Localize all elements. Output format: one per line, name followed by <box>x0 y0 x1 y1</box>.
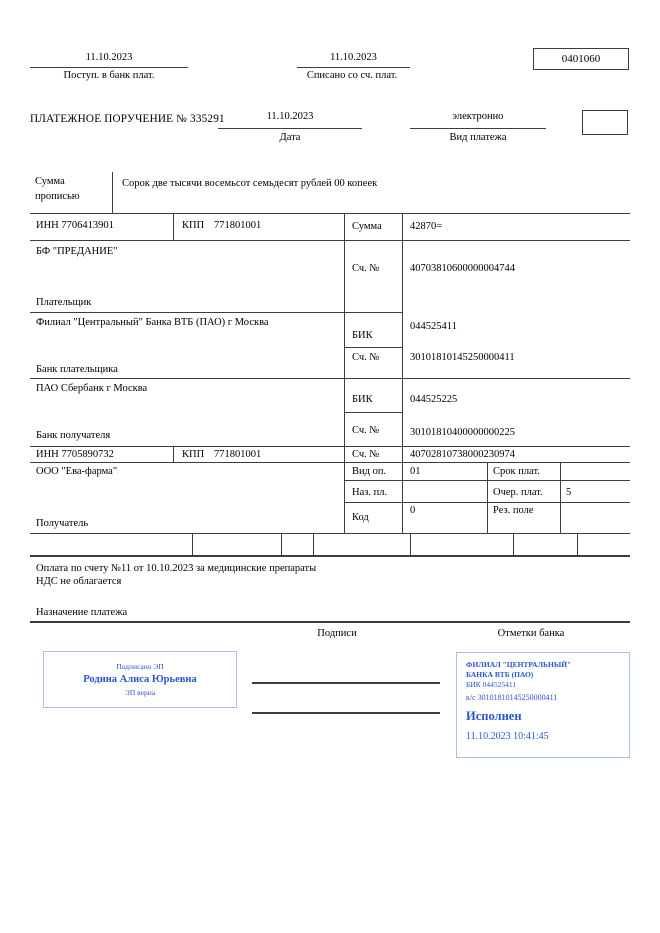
beneficiary-kpp: 771801001 <box>214 449 262 460</box>
table-border-line <box>192 533 193 555</box>
table-border-line <box>313 533 314 555</box>
beneficiary-bank-account: 30101810400000000225 <box>410 427 515 438</box>
received-in-bank-date: 11.10.2023 <box>30 52 188 68</box>
sum-label: Сумма <box>352 221 382 232</box>
payment-kind-label: Вид платежа <box>449 132 507 143</box>
payer-inn: ИНН 7706413901 <box>36 220 114 231</box>
table-border-line <box>30 462 630 463</box>
debited-from-account-date: 11.10.2023 <box>297 52 410 68</box>
ocher-plat-value: 5 <box>566 487 572 498</box>
bank-stamp-timestamp: 11.10.2023 10:41:45 <box>466 731 549 743</box>
bank-stamp-bank-name: ФИЛИАЛ "ЦЕНТРАЛЬНЫЙ" БАНКА ВТБ (ПАО) <box>466 660 572 680</box>
naz-pl-label: Наз. пл. <box>352 487 388 498</box>
table-border-line <box>345 412 403 413</box>
payment-kind-value: электронно <box>410 111 546 129</box>
table-border-line <box>30 378 630 379</box>
signature-stamp-name: Родина Алиса Юрьевна <box>83 674 197 685</box>
table-border-line <box>30 533 630 534</box>
payer-kpp: 771801001 <box>214 220 262 231</box>
beneficiary-name: ООО "Ева-фарма" <box>36 466 118 477</box>
table-border-line <box>30 240 630 241</box>
signatures-label: Подписи <box>317 628 357 639</box>
signature-stamp-line1: Подписано ЭП <box>116 662 164 671</box>
vid-op-value: 01 <box>410 466 421 477</box>
bank-stamp <box>456 652 630 758</box>
payer-account: 40703810600000004744 <box>410 263 515 274</box>
debited-from-account-label: Списано со сч. плат. <box>306 70 398 81</box>
payer-bank-bik-label: БИК <box>352 330 373 341</box>
table-border-line <box>513 533 514 555</box>
purpose-text-line1: Оплата по счету №11 от 10.10.2023 за медицинские препараты <box>36 563 317 574</box>
table-border-line <box>487 462 488 533</box>
table-border-line <box>345 347 403 348</box>
document-title: ПЛАТЕЖНОЕ ПОРУЧЕНИЕ № 335291 <box>30 113 225 125</box>
table-border-line <box>281 533 282 555</box>
table-border-line <box>410 533 411 555</box>
payer-kpp-label: КПП <box>182 220 205 231</box>
signature-stamp-line3: ЭП верна <box>124 688 156 697</box>
sum-value: 42870= <box>410 221 443 232</box>
table-border-line <box>402 213 403 533</box>
beneficiary-bank-section-label: Банк получателя <box>36 430 111 441</box>
signature-stamp <box>43 651 237 708</box>
bank-stamp-corr-account: к/с 30101810145250000411 <box>466 693 558 703</box>
payer-bank-section-label: Банк плательщика <box>36 364 118 375</box>
beneficiary-section-label: Получатель <box>36 518 89 529</box>
ocher-plat-label: Очер. плат. <box>493 487 543 498</box>
kod-label: Код <box>352 512 369 523</box>
purpose-section-label: Назначение платежа <box>36 607 128 618</box>
table-border-line <box>30 312 403 313</box>
table-border-line <box>560 462 561 533</box>
payer-section-label: Плательщик <box>36 297 92 308</box>
table-bottom-line <box>30 555 630 557</box>
beneficiary-account-label: Сч. № <box>352 449 380 460</box>
bank-stamp-bik: БИК 044525411 <box>466 680 517 690</box>
payment-kind-checkbox <box>582 110 628 135</box>
srok-plat-label: Срок плат. <box>493 466 540 477</box>
vid-op-label: Вид оп. <box>352 466 387 477</box>
table-border-line <box>112 172 113 213</box>
purpose-underline <box>30 621 630 623</box>
bank-marks-label: Отметки банка <box>497 628 565 639</box>
bank-stamp-status: Исполнен <box>466 709 522 724</box>
table-border-line <box>173 213 174 240</box>
table-border-line <box>173 446 174 462</box>
payer-bank-bik: 044525411 <box>410 321 457 332</box>
payer-name: БФ "ПРЕДАНИЕ" <box>36 246 118 257</box>
table-border-line <box>30 446 630 447</box>
table-border-line <box>344 213 345 533</box>
payer-account-label: Сч. № <box>352 263 380 274</box>
payer-bank-name: Филиал "Центральный" Банка ВТБ (ПАО) г Москва <box>36 317 269 328</box>
table-border-line <box>30 213 630 214</box>
document-date-label: Дата <box>279 132 301 143</box>
document-date: 11.10.2023 <box>218 111 362 129</box>
amount-words-label-line1: Сумма <box>35 176 65 187</box>
beneficiary-bank-bik-label: БИК <box>352 394 373 405</box>
beneficiary-bank-account-label: Сч. № <box>352 425 380 436</box>
signature-line <box>252 682 440 684</box>
rez-pole-label: Рез. поле <box>493 505 534 516</box>
kod-value: 0 <box>410 505 416 516</box>
table-border-line <box>577 533 578 555</box>
signature-line <box>252 712 440 714</box>
beneficiary-kpp-label: КПП <box>182 449 205 460</box>
payer-bank-account-label: Сч. № <box>352 352 380 363</box>
beneficiary-bank-name: ПАО Сбербанк г Москва <box>36 383 148 394</box>
amount-words-label-line2: прописью <box>35 191 80 202</box>
beneficiary-inn: ИНН 7705890732 <box>36 449 114 460</box>
payer-bank-account: 30101810145250000411 <box>410 352 515 363</box>
form-code-box: 0401060 <box>533 48 629 70</box>
purpose-text-line2: НДС не облагается <box>36 576 122 587</box>
received-in-bank-label: Поступ. в банк плат. <box>63 70 155 81</box>
amount-in-words: Сорок две тысячи восемьсот семьдесят рублей 00 копеек <box>122 178 378 189</box>
beneficiary-account: 40702810738000230974 <box>410 449 515 460</box>
beneficiary-bank-bik: 044525225 <box>410 394 458 405</box>
